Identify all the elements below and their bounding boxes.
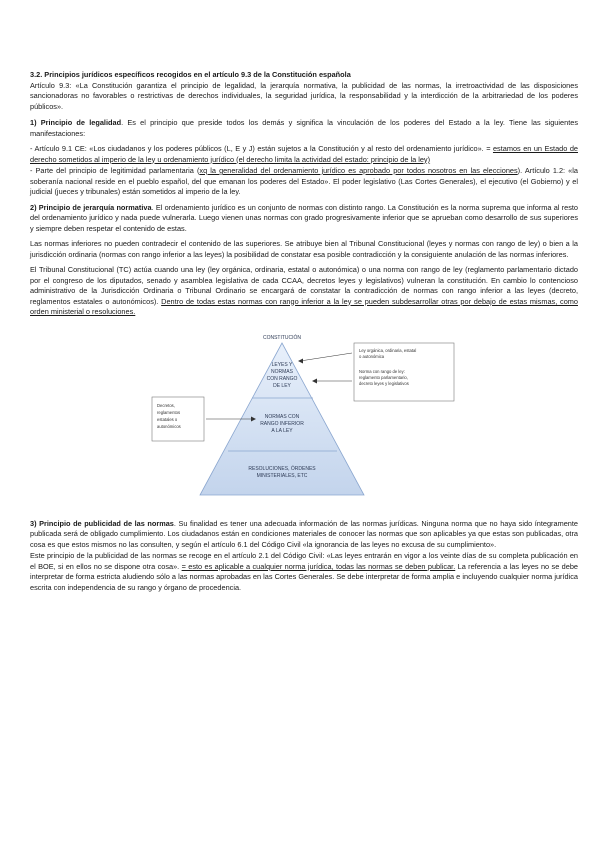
publicidad-title: 3) Principio de publicidad de las normas — [30, 518, 174, 528]
level1-line-3: CON RANGO — [266, 375, 298, 382]
level1-line-1: LEYES Y — [271, 361, 293, 368]
jerarquia-paragraph-3 — [30, 265, 578, 318]
publicidad-text: . Su finalidad es tener una adecuada información de las normas jurídicas. Ninguna norma que no haya sido íntegramente publicada será de obligado cumplimiento. Los ciudadanos están en condiciones materiales de conocer las normas que son aplicables ya que estas son publicadas, otra cosa es que estos mismos no las consulten, y según el artículo 6.1 del Código Civil «la ignorancia de las leyes no excusa de su cumplimiento». — [30, 518, 578, 549]
section-heading — [30, 70, 578, 112]
jerarquia-title: 2) Principio de jerarquía normativa — [30, 202, 152, 212]
level1-line-2: NORMAS — [271, 368, 293, 375]
jerarquia-paragraph-2: Las normas inferiores no pueden contradecir el contenido de las superiores. Se atribuye bien al Tribunal Constitucional (leyes y normas con rango de ley) o bien a la jurisdicción ordinaria (normas con rango inferior a las leyes) la posibilidad de constatar esa posible contradicción y la consiguiente anulación de las normas inferiores. — [30, 239, 578, 259]
bullet-2-underline: xq la generalidad del ordenamiento jurídico es aprobado por todos nosotros en las elecciones — [199, 166, 518, 175]
legalidad-bullet-1 — [30, 144, 578, 165]
right-note-line-2: o autonómica — [359, 353, 385, 359]
publicidad-p2-underline: = esto es aplicable a cualquier norma jurídica, todas las normas se deben publicar. — [181, 561, 456, 571]
arrow-line-right-1 — [300, 353, 352, 361]
legalidad-text: . Es el principio que preside todos los demás y significa la vinculación de los poderes del Estado a la ley. Tiene las siguientes manifestaciones: — [30, 118, 578, 138]
arrowhead-right-1 — [298, 358, 303, 363]
level2-line-3: A LA LEY — [271, 427, 293, 434]
level1-line-4: DE LEY — [273, 382, 291, 389]
right-note-line-3: Norma con rango de ley: — [359, 368, 405, 374]
right-note-line-4: reglamento parlamentario, — [359, 374, 408, 380]
level3-line-2: MINISTERIALES, ETC — [256, 472, 308, 479]
bullet-2-text-a: - Parte del principio de legitimidad parlamentaria ( — [30, 166, 200, 175]
legalidad-paragraph — [30, 118, 578, 139]
jerarquia-text: . El ordenamiento jurídico es un conjunto de normas con distinto rango. La Constitución es la norma suprema que informa al resto del ordenamiento jurídico y nada puede vulnerarla. Luego vienen unas normas con grado progresivamente inferior que se aprueban como desarrollo de sus superiores y siempre deben respetar el contenido de estas. — [30, 202, 578, 233]
section-number: 3.2. — [30, 70, 43, 79]
legalidad-title: 1) Principio de legalidad — [30, 118, 122, 127]
level3-line-1: RESOLUCIONES, ÓRDENES — [248, 465, 316, 472]
bullet-1-text: - Artículo 9.1 CE: «Los ciudadanos y los poderes públicos (L, E y J) están sujetos a la Constitución y al resto del ordenamiento jurídico». = — [30, 144, 493, 153]
document-page — [30, 70, 578, 598]
left-note-line-1: Decretos, — [157, 402, 175, 408]
right-note-line-5: decreto leyes y legislativos — [359, 380, 409, 386]
left-note-line-4: autonómicos — [157, 423, 181, 429]
level2-line-2: RANGO INFERIOR — [260, 420, 304, 427]
bullet-1-underline: estamos en un Estado de derecho sometidos al imperio de la ley u ordenamiento jurídico (el derecho limita la actividad del estado: principio de la ley) — [30, 144, 578, 164]
publicidad-paragraph-2 — [30, 551, 578, 593]
arrowhead-right-2 — [312, 378, 317, 383]
jerarquia-p3-underline: Dentro de todas estas normas con rango inferior a la ley se pueden subdesarrollar otras por debajo de estas mismas, como orden ministerial o resoluciones. — [30, 296, 578, 316]
level2-line-1: NORMAS CON — [264, 413, 300, 420]
publicidad-p2-text-b: La referencia a las leyes no se debe interpretar de forma estricta aludiendo sólo a las normas aprobadas en las Cortes Generales. Se debe interpretar de forma amplia e incluyendo cualquier norma jurídica escrita con independencia de su rango y órgano de procedencia. — [30, 561, 578, 592]
left-note-line-3: estatales o — [157, 416, 178, 422]
intro-text: Artículo 9.3: «La Constitución garantiza el principio de legalidad, la jerarquía normativa, la publicidad de las normas, la irretroactividad de las disposiciones sancionadoras no favorables o restrictivas de derechos individuales, la seguridad jurídica, la responsabilidad y la interdicción de la arbitrariedad de los poderes públicos». — [30, 80, 578, 111]
publicidad-p2-text-a: Este principio de la publicidad de las normas se recoge en el artículo 2.1 del Código Civil: «Las leyes entrarán en vigor a los veinte días de su completa publicación en el BOE, si en ellos no se dispone otra cosa». — [30, 551, 578, 571]
section-title: Principios jurídicos específicos recogidos en el artículo 9.3 de la Constitución española — [44, 70, 351, 79]
pyramid-svg — [148, 323, 460, 513]
constitucion-label: CONSTITUCIÓN — [262, 334, 302, 341]
left-note-line-2: reglamentos — [157, 409, 181, 415]
bullet-2-text-b: ). Artículo 1.2: «la soberanía nacional reside en el pueblo español, del que emanan los poderes del Estado». El poder legislativo (Las Cortes Generales), el ejecutivo (el Gobierno) y el judicial (jueces y tribunales) están sometidos al imperio de la ley. — [30, 166, 578, 196]
legalidad-bullet-2 — [30, 166, 578, 198]
jerarquia-p3-text: El Tribunal Constitucional (TC) actúa cuando una ley (ley orgánica, ordinaria, estatal o autonómica) o una norma con rango de ley (reglamento parlamentario dictado por el congreso de los diputados, senado y asamblea legislativa de cada CCAA, decretos leyes y legislativos) vulneran la constitución. En cambio lo contencioso administrativo de la Jurisdicción Ordinaria o Tribunal Ordinario se encargará de constatar la contradicción de normas con rango inferior a las leyes (decreto, reglamentos estatales o autonómicos). — [30, 265, 578, 306]
right-note-line-1: Ley orgánica, ordinaria, estatal — [359, 347, 417, 353]
publicidad-paragraph — [30, 519, 578, 551]
hierarchy-diagram — [148, 323, 460, 513]
jerarquia-paragraph — [30, 203, 578, 235]
